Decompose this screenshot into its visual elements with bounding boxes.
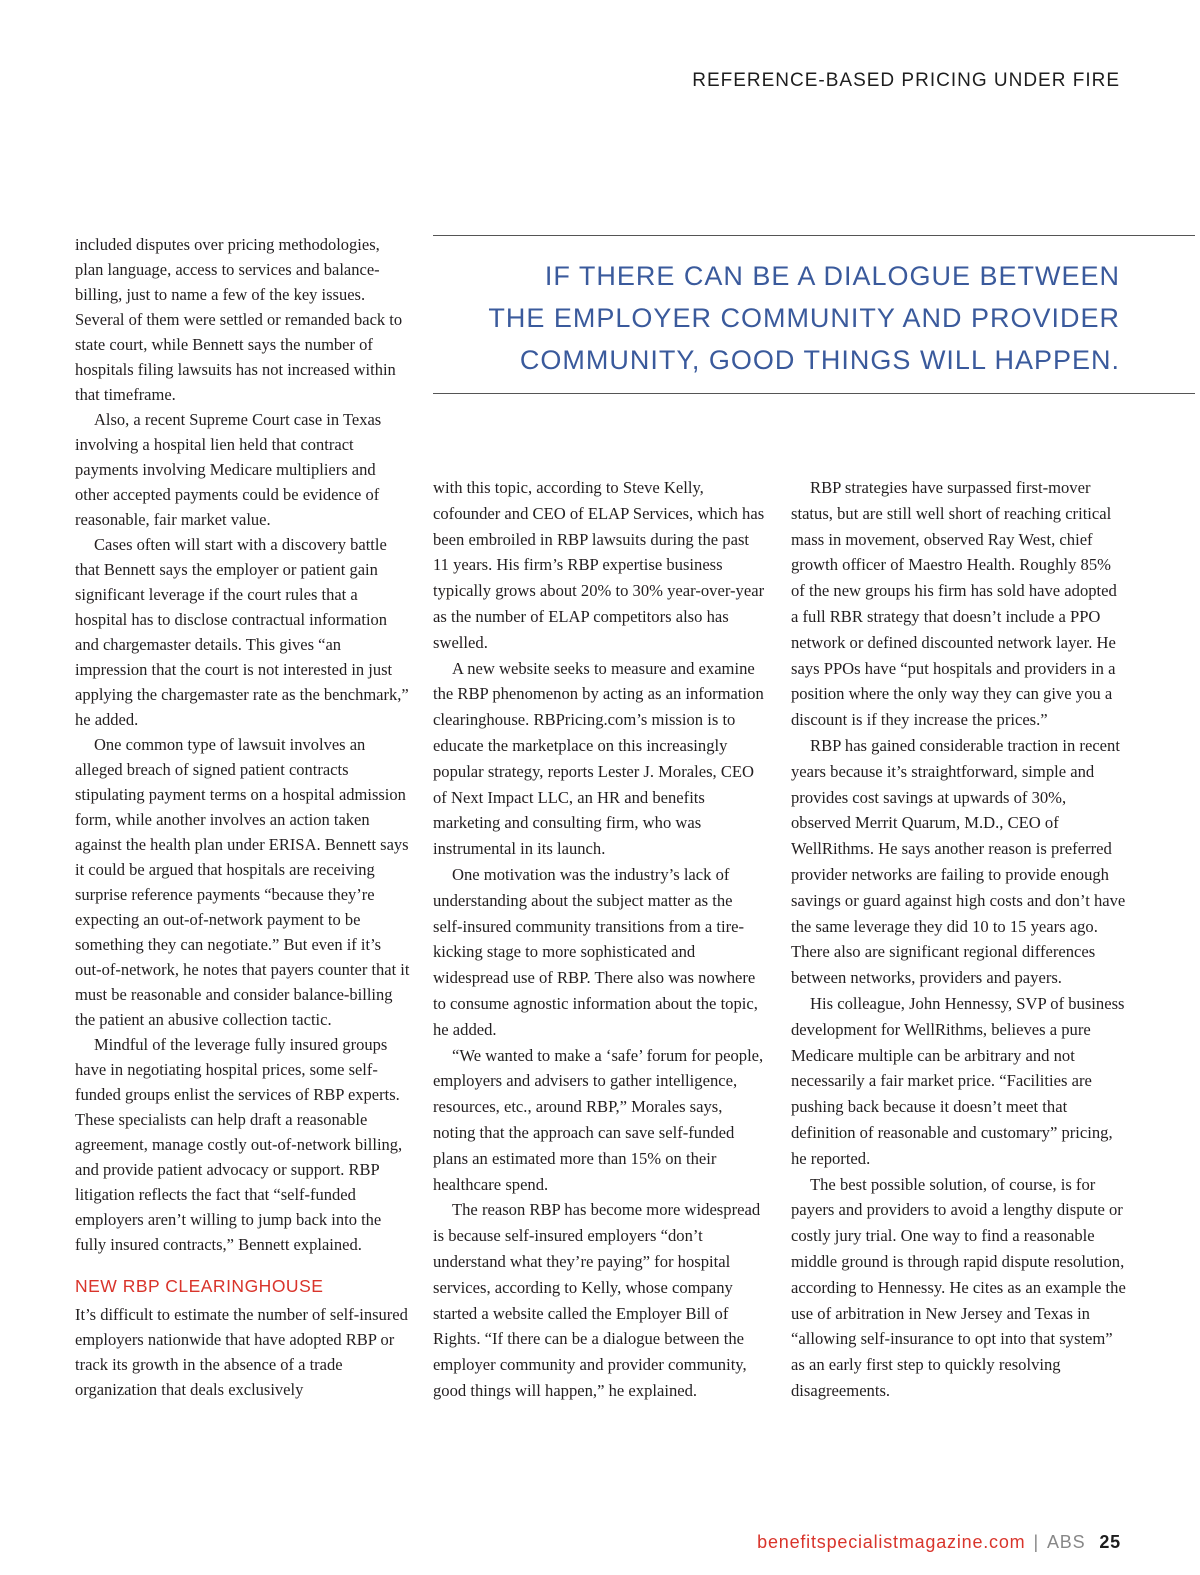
- paragraph: Mindful of the leverage fully insured groups have in negotiating hospital prices, some self-funded groups enlist the services of RBP experts. These specialists can help draft a reasonable agreement, manage costly out-of-network billing, and provide patient advocacy or support. RBP litigation reflects the fact that “self-funded employers aren’t willing to jump back into the fully insured contracts,” Bennett explained.: [75, 1035, 403, 1254]
- pull-quote-text: [440, 255, 1120, 381]
- paragraph: One common type of lawsuit involves an alleged breach of signed patient contracts stipulating payment terms on a hospital admission form, while another involves an action taken against the health plan under ERISA. Bennett says it could be argued that hospitals are receiving surprise reference payments “because they’re expecting an out-of-network payment to be something they can negotiate.” But even if it’s out-of-network, he notes that payers counter that it must be reasonable and consider balance-billing the patient an abusive collection tactic.: [75, 735, 410, 1029]
- paragraph: RBP strategies have surpassed first-mover status, but are still well short of reaching critical mass in movement, observed Ray West, chief growth officer of Maestro Health. Roughly 85% of the new groups his firm has sold have adopted a full RBR strategy that doesn’t include a PPO network or defined discounted network layer. He says PPOs have “put hospitals and providers in a position where the only way they can give you a discount is if they increase the prices.”: [791, 478, 1117, 730]
- pull-quote-top-rule: [433, 235, 1195, 236]
- pull-quote: [433, 235, 1195, 395]
- article-column-1: [75, 232, 410, 1402]
- article-column-3: [791, 475, 1126, 1404]
- paragraph: The best possible solution, of course, is for payers and providers to avoid a lengthy dispute or costly jury trial. One way to find a reasonable middle ground is through rapid dispute resolution, according to Hennessy. He cites as an example the use of arbitration in New Jersey and Texas in “allowing self-insurance to opt into that system” as an early first step to quickly resolving disagreements.: [791, 1174, 1126, 1400]
- paragraph: One motivation was the industry’s lack of understanding about the subject matter as the self-insured community transitions from a tire-kicking stage to more sophisticated and widespread use of RBP. There also was nowhere to consume agnostic information about the topic, he added.: [433, 864, 758, 1039]
- paragraph: It’s difficult to estimate the number of self-insured employers nationwide that have adopted RBP or track its growth in the absence of a trade organization that deals exclusively: [75, 1305, 408, 1399]
- footer-separator: |: [1033, 1532, 1039, 1552]
- paragraph: Cases often will start with a discovery battle that Bennett says the employer or patient gain significant leverage if the court rules that a hospital has to disclose contractual information and chargemaster details. This gives “an impression that the court is not interested in just applying the chargemaster rate as the benchmark,” he added.: [75, 535, 409, 729]
- pull-quote-line: COMMUNITY, GOOD THINGS WILL HAPPEN.: [519, 345, 1120, 375]
- paragraph: A new website seeks to measure and examine the RBP phenomenon by acting as an information clearinghouse. RBPricing.com’s mission is to educate the marketplace on this increasingly popular strategy, reports Lester J. Morales, CEO of Next Impact LLC, an HR and benefits marketing and consulting firm, who was instrumental in its launch.: [433, 658, 764, 859]
- pull-quote-bottom-rule: [433, 393, 1195, 394]
- paragraph: The reason RBP has become more widespread is because self-insured employers “don’t understand what they’re paying” for hospital services, according to Kelly, whose company started a website called the Employer Bill of Rights. “If there can be a dialogue between the employer community and provider community, good things will happen,” he explained.: [433, 1200, 761, 1400]
- running-head: REFERENCE-BASED PRICING UNDER FIRE: [692, 70, 1120, 91]
- page-footer: [757, 1532, 1121, 1553]
- paragraph: “We wanted to make a ‘safe’ forum for people, employers and advisers to gather intelligence, resources, etc., around RBP,” Morales says, noting that the approach can save self-funded plans an estimated more than 15% on their healthcare spend.: [433, 1045, 764, 1194]
- paragraph: His colleague, John Hennessy, SVP of business development for WellRithms, believes a pure Medicare multiple can be arbitrary and not necessarily a fair market price. “Facilities are pushing back because it doesn’t meet that definition of reasonable and customary” pricing, he reported.: [791, 993, 1125, 1168]
- page-number: 25: [1099, 1532, 1121, 1552]
- paragraph: Also, a recent Supreme Court case in Texas involving a hospital lien held that contract payments involving Medicare multipliers and other accepted payments could be evidence of reasonable, fair market value.: [75, 410, 382, 529]
- section-subhead: NEW RBP CLEARINGHOUSE: [75, 1276, 324, 1296]
- paragraph: included disputes over pricing methodologies, plan language, access to services and balance-billing, just to name a few of the key issues. Several of them were settled or remanded back to state court, while Bennett says the number of hospitals filing lawsuits has not increased within that timeframe.: [75, 235, 403, 404]
- paragraph: RBP has gained considerable traction in recent years because it’s straightforward, simple and provides cost savings at upwards of 30%, observed Merrit Quarum, M.D., CEO of WellRithms. He says another reason is preferred provider networks are failing to provide enough savings or guard against high costs and don’t have the same leverage they did 10 to 15 years ago. There also are significant regional differences between networks, providers and payers.: [791, 735, 1126, 988]
- paragraph: with this topic, according to Steve Kelly, cofounder and CEO of ELAP Services, which has been embroiled in RBP lawsuits during the past 11 years. His firm’s RBP expertise business typically grows about 20% to 30% year-over-year as the number of ELAP competitors also has swelled.: [433, 478, 765, 652]
- pull-quote-line: THE EMPLOYER COMMUNITY AND PROVIDER: [488, 303, 1120, 333]
- article-column-2: [433, 475, 765, 1404]
- pull-quote-line: IF THERE CAN BE A DIALOGUE BETWEEN: [544, 261, 1120, 291]
- footer-website-link[interactable]: benefitspecialistmagazine.com: [757, 1532, 1026, 1552]
- footer-publication: ABS: [1046, 1532, 1086, 1552]
